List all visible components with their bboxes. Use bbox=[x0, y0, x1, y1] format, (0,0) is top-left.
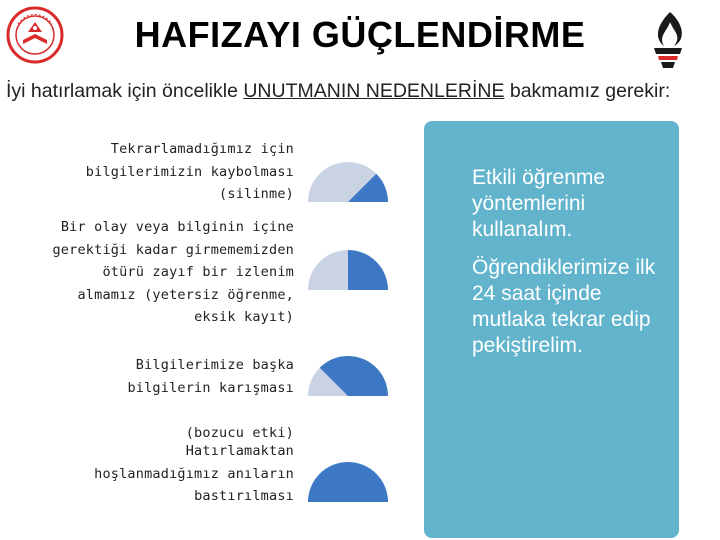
cause-gauge-3 bbox=[302, 332, 394, 402]
cause-text-3: Bilgilerimize başka bilgilerin karışması (bozucu etki) bbox=[127, 357, 294, 441]
causes-panel bbox=[6, 128, 422, 528]
intro-text-end: bakmamız gerekir: bbox=[504, 80, 671, 102]
cause-text-4: Hatırlamaktan hoşlanmadığımız anıların bastırılması bbox=[94, 443, 294, 504]
intro-text-start: İyi hatırlamak için öncelikle bbox=[6, 80, 244, 102]
tips-panel bbox=[424, 121, 679, 538]
cause-gauge-4 bbox=[302, 438, 394, 508]
cause-gauge-2 bbox=[302, 226, 394, 296]
slide-header bbox=[0, 0, 720, 72]
cause-gauge-1 bbox=[302, 138, 394, 208]
tip-2: Öğrendiklerimize ilk 24 saat içinde mutlaka tekrar edip pekiştirelim. bbox=[472, 256, 656, 357]
slide-title: HAFIZAYI GÜÇLENDİRME bbox=[134, 14, 586, 55]
cause-text-1: Tekrarlamadığımız için bilgilerimizin kaybolması (silinme) bbox=[85, 141, 294, 202]
intro-text bbox=[6, 80, 706, 102]
intro-text-underlined: UNUTMANIN NEDENLERİNE bbox=[243, 80, 505, 102]
tip-1: Etkili öğrenme yöntemlerini kullanalım. bbox=[472, 166, 606, 241]
cause-text-2: Bir olay veya bilginin içine gerektiği kadar girmememizden ötürü zayıf bir izlenim almamız (yetersiz öğrenme, eksik kayıt) bbox=[52, 219, 294, 325]
gauge-fill bbox=[348, 250, 388, 290]
gauge-fill bbox=[308, 462, 388, 502]
torch-flame-icon bbox=[644, 10, 692, 70]
